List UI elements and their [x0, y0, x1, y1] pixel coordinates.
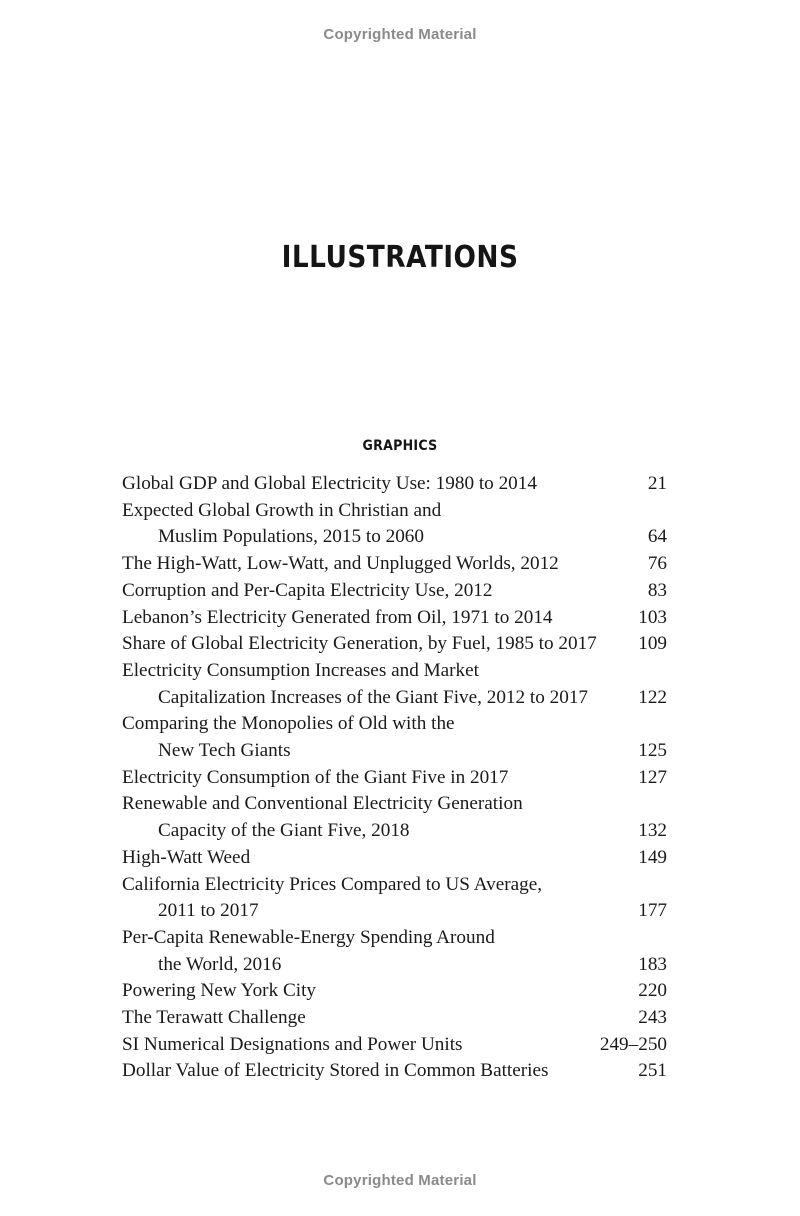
- entry-title-line: Electricity Consumption Increases and Market: [122, 659, 479, 681]
- list-item: [122, 605, 667, 632]
- page-number: 149: [638, 846, 667, 868]
- entry-title-line: Share of Global Electricity Generation, by Fuel, 1985 to 2017: [122, 633, 597, 655]
- entry-title-line: Lebanon’s Electricity Generated from Oil, 1971 to 2014: [122, 606, 553, 628]
- list-item: [122, 872, 667, 925]
- page-number: 125: [638, 740, 667, 762]
- entry-title-line: Renewable and Conventional Electricity Generation: [122, 793, 523, 815]
- entry-title: [122, 578, 619, 605]
- section-heading: GRAPHICS: [362, 438, 438, 454]
- page-number: 251: [638, 1060, 667, 1082]
- entry-title: [122, 1005, 619, 1032]
- list-item: [122, 791, 667, 844]
- entry-title: [122, 1032, 592, 1059]
- illustrations-list: [122, 471, 667, 1085]
- page-number: 132: [638, 820, 667, 842]
- entry-title: [122, 1058, 619, 1085]
- page-number: 183: [638, 953, 667, 975]
- entry-title-line: Electricity Consumption of the Giant Five in 2017: [122, 766, 509, 788]
- entry-title-line: The Terawatt Challenge: [122, 1007, 306, 1029]
- entry-title: [122, 845, 619, 872]
- entry-title-line: Expected Global Growth in Christian and: [122, 499, 442, 521]
- entry-title-continuation: Muslim Populations, 2015 to 2060: [158, 526, 424, 548]
- list-item: [122, 765, 667, 792]
- copyright-watermark-bottom: Copyrighted Material: [323, 1172, 477, 1189]
- entry-title: [122, 765, 619, 792]
- list-item: [122, 658, 667, 711]
- list-item: [122, 631, 667, 658]
- entry-title-line: Comparing the Monopolies of Old with the: [122, 713, 455, 735]
- entry-title-continuation: Capacity of the Giant Five, 2018: [158, 820, 410, 842]
- entry-title: [122, 791, 619, 844]
- page-number: 21: [647, 473, 667, 494]
- page-number: 243: [638, 1007, 667, 1029]
- list-item: [122, 1058, 667, 1085]
- entry-title-continuation: Capitalization Increases of the Giant Five, 2012 to 2017: [158, 686, 589, 708]
- page-number: 220: [638, 980, 667, 1002]
- entry-title: [122, 498, 619, 551]
- entry-title-continuation: 2011 to 2017: [158, 900, 259, 922]
- entry-title-line: The High-Watt, Low-Watt, and Unplugged Worlds, 2012: [122, 553, 559, 575]
- list-item: [122, 711, 667, 764]
- list-item: [122, 498, 667, 551]
- entry-title-line: Powering New York City: [122, 980, 317, 1002]
- entry-title: [122, 551, 619, 578]
- entry-title: [122, 605, 619, 632]
- entry-title: [122, 471, 619, 498]
- entry-title-continuation: the World, 2016: [158, 953, 282, 975]
- page-number: 64: [647, 526, 667, 548]
- entry-title: [122, 925, 619, 978]
- list-item: [122, 845, 667, 872]
- entry-title: [122, 631, 619, 658]
- page-number: 76: [647, 553, 667, 575]
- page-number: 83: [647, 579, 667, 601]
- list-item: [122, 551, 667, 578]
- page-number: 249–250: [599, 1033, 667, 1055]
- page-number: 122: [638, 686, 667, 708]
- list-item: [122, 925, 667, 978]
- entry-title-continuation: New Tech Giants: [158, 740, 291, 762]
- page-number: 127: [638, 766, 667, 788]
- entry-title-line: California Electricity Prices Compared to US Average,: [122, 873, 543, 895]
- list-item: [122, 471, 667, 498]
- entry-title: [122, 658, 619, 711]
- list-item: [122, 978, 667, 1005]
- entry-title: [122, 978, 619, 1005]
- list-item: [122, 578, 667, 605]
- page-number: 103: [638, 606, 667, 628]
- page-title: ILLUSTRATIONS: [281, 240, 519, 275]
- entry-title-line: Dollar Value of Electricity Stored in Common Batteries: [122, 1060, 549, 1082]
- page-number: 177: [638, 900, 667, 922]
- entry-title-line: High-Watt Weed: [122, 846, 251, 868]
- entry-title-line: SI Numerical Designations and Power Units: [122, 1033, 463, 1055]
- copyright-watermark-top: Copyrighted Material: [323, 26, 477, 43]
- entry-title: [122, 711, 619, 764]
- list-item: [122, 1032, 667, 1059]
- entry-title-line: Corruption and Per-Capita Electricity Use, 2012: [122, 579, 493, 601]
- entry-title-line: Per-Capita Renewable-Energy Spending Around: [122, 926, 495, 948]
- page-number: 109: [638, 633, 667, 655]
- entry-title: [122, 872, 619, 925]
- entry-title-line: Global GDP and Global Electricity Use: 1980 to 2014: [122, 473, 537, 494]
- list-item: [122, 1005, 667, 1032]
